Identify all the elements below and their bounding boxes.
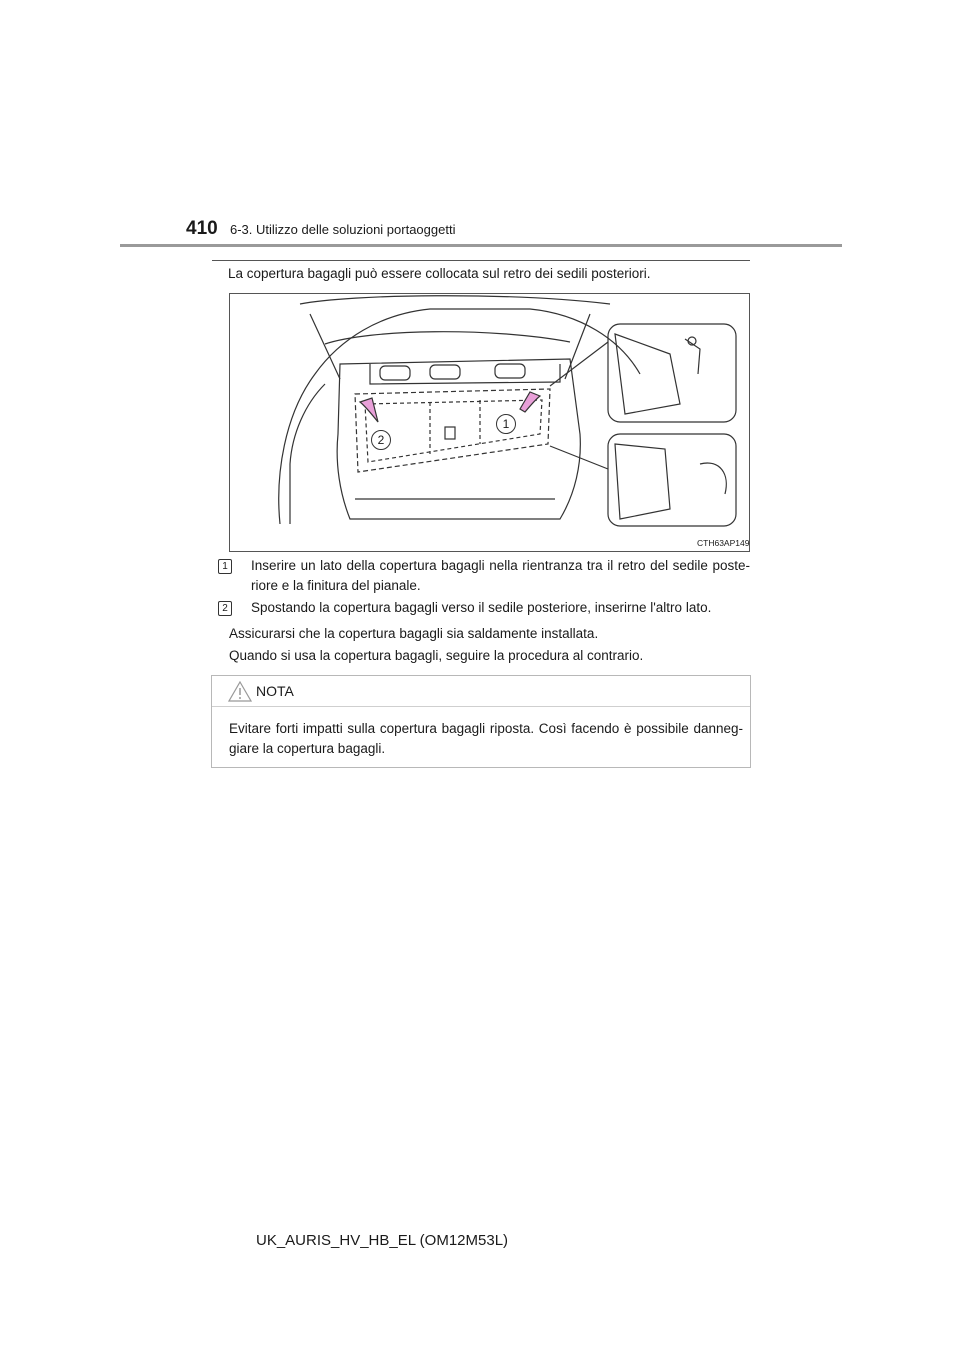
paragraph: Assicurarsi che la copertura bagagli sia saldamente installata. bbox=[229, 626, 599, 641]
step-number: 1 bbox=[218, 559, 232, 574]
figure-code: CTH63AP149 bbox=[697, 538, 750, 548]
nota-label: NOTA bbox=[256, 683, 294, 699]
step-number: 2 bbox=[218, 601, 232, 616]
step-1 bbox=[218, 556, 750, 596]
section-rule bbox=[212, 260, 750, 261]
step-text: Spostando la copertura bagagli verso il sedile posteriore, inserirne l'altro lato. bbox=[251, 600, 712, 615]
step-2 bbox=[218, 598, 750, 618]
intro-text: La copertura bagagli può essere collocata sul retro dei sedili posteriori. bbox=[228, 266, 651, 281]
callout-2-marker: 2 bbox=[371, 430, 391, 450]
nota-text: Evitare forti impatti sulla copertura bagagli riposta. Così facendo è possibile danneg-giare la copertura bagagli. bbox=[229, 721, 743, 756]
nota-box bbox=[211, 675, 751, 768]
step-text: Inserire un lato della copertura bagagli nella rientranza tra il retro del sedile poste-riore e la finitura del pianale. bbox=[251, 558, 750, 593]
callout-1-marker: 1 bbox=[496, 414, 516, 434]
cargo-cover-illustration bbox=[229, 293, 750, 552]
paragraph: Quando si usa la copertura bagagli, seguire la procedura al contrario. bbox=[229, 648, 644, 663]
nota-header bbox=[212, 676, 750, 707]
page-number: 410 bbox=[186, 218, 218, 239]
footer-doc-code: UK_AURIS_HV_HB_EL (OM12M53L) bbox=[256, 1232, 509, 1249]
header-rule bbox=[120, 244, 842, 247]
section-title: 6-3. Utilizzo delle soluzioni portaoggetti bbox=[230, 222, 456, 237]
warning-triangle-icon bbox=[228, 681, 252, 702]
